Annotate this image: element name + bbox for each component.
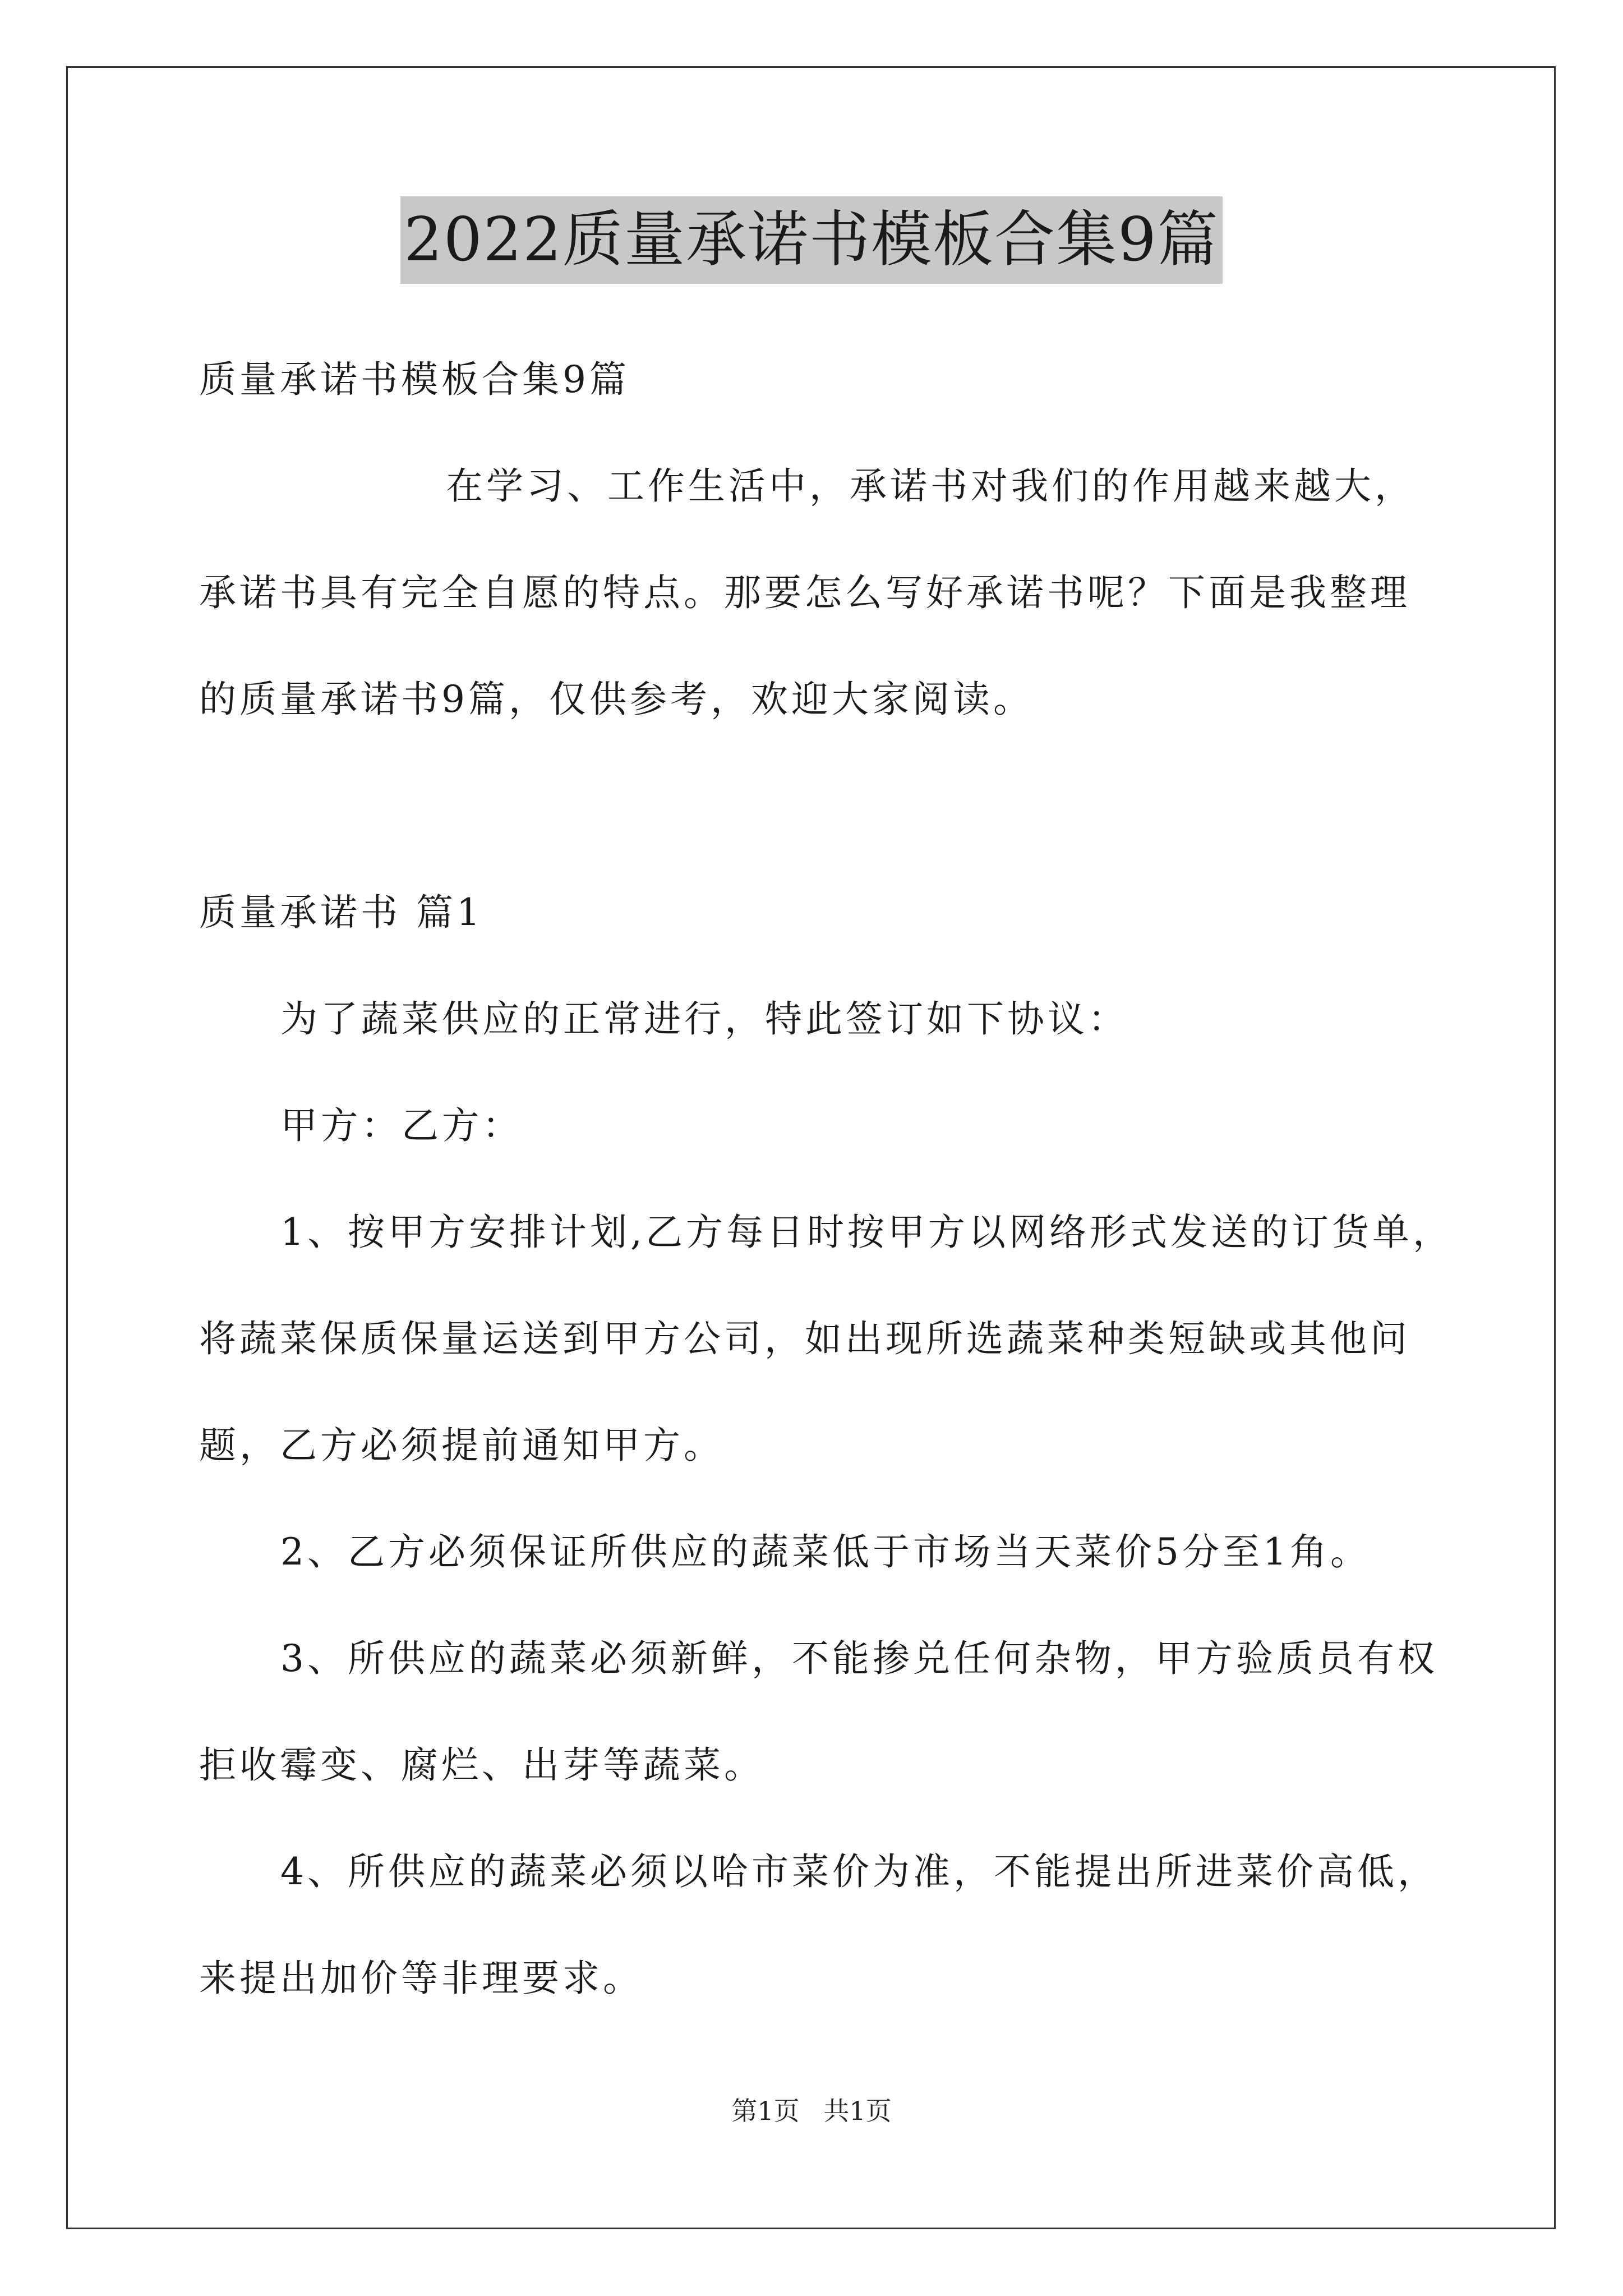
intro-line-3: 的质量承诺书9篇，仅供参考，欢迎大家阅读。	[199, 678, 1034, 721]
document-subtitle: 质量承诺书模板合集9篇	[199, 358, 630, 401]
page-footer	[0, 2094, 1623, 2128]
title-container	[0, 196, 1623, 284]
body-paragraph-2: 甲方：乙方：	[280, 1104, 523, 1147]
body-paragraph-1: 为了蔬菜供应的正常进行，特此签订如下协议：	[280, 997, 1128, 1041]
document-title: 2022质量承诺书模板合集9篇	[400, 196, 1223, 284]
body-paragraph-3-line-1: 1、按甲方安排计划,乙方每日时按甲方以网络形式发送的订货单，	[280, 1211, 1453, 1254]
intro-line-2: 承诺书具有完全自愿的特点。那要怎么写好承诺书呢？下面是我整理	[199, 571, 1410, 614]
page-number: 第1页	[731, 2096, 800, 2126]
body-paragraph-6-line-2: 来提出加价等非理要求。	[199, 1957, 643, 2000]
body-paragraph-6-line-1: 4、所供应的蔬菜必须以哈市菜价为准，不能提出所进菜价高低，	[280, 1850, 1438, 1893]
body-paragraph-5-line-1: 3、所供应的蔬菜必须新鲜，不能掺兑任何杂物，甲方验质员有权	[280, 1637, 1438, 1680]
body-paragraph-4: 2、乙方必须保证所供应的蔬菜低于市场当天菜价5分至1角。	[280, 1530, 1371, 1573]
intro-line-1: 在学习、工作生活中，承诺书对我们的作用越来越大，	[446, 464, 1415, 508]
page-total: 共1页	[823, 2096, 892, 2126]
section-heading: 质量承诺书 篇1	[199, 891, 483, 934]
body-paragraph-5-line-2: 拒收霉变、腐烂、出芽等蔬菜。	[199, 1743, 764, 1787]
body-paragraph-3-line-3: 题，乙方必须提前通知甲方。	[199, 1424, 724, 1467]
body-paragraph-3-line-2: 将蔬菜保质保量运送到甲方公司，如出现所选蔬菜种类短缺或其他问	[199, 1317, 1410, 1360]
